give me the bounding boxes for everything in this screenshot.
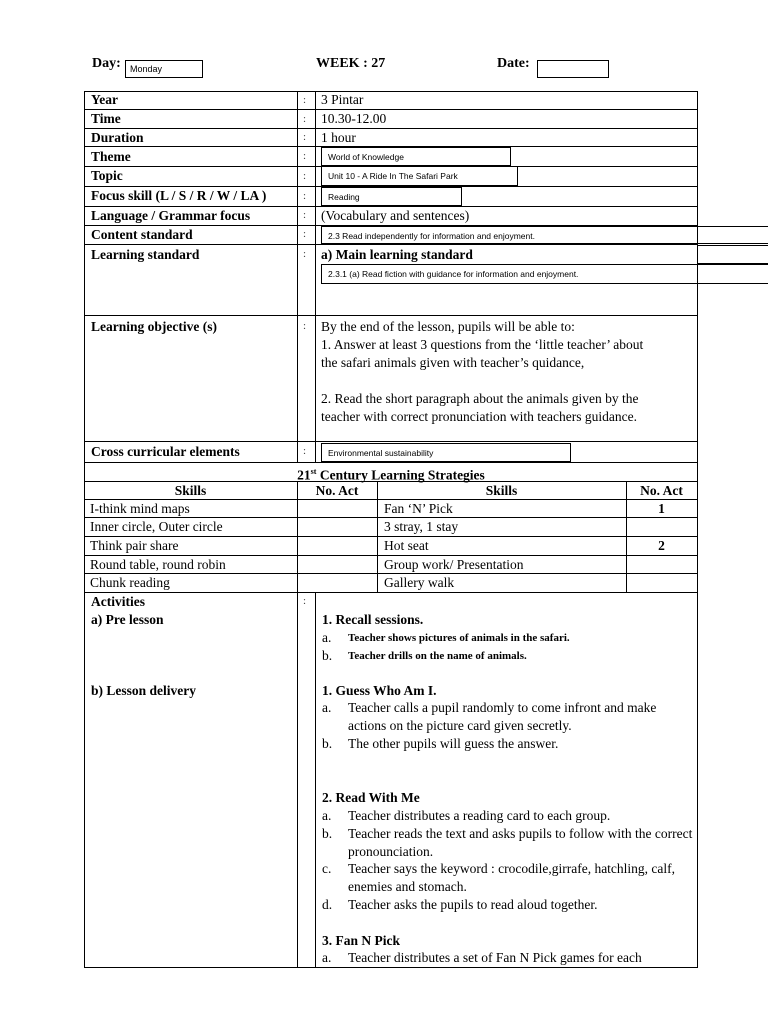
fan-n-pick-title: 3. Fan N Pick xyxy=(322,933,401,948)
item-marker: b. xyxy=(322,648,333,663)
skill-item: Gallery walk xyxy=(384,575,455,590)
colon-separator: : xyxy=(303,248,307,260)
learning-standard-extra-cell xyxy=(697,245,768,264)
activity-step: Teacher calls a pupil randomly to come infront and make actions on the picture card given secretly. xyxy=(348,700,657,733)
colon-separator: : xyxy=(303,131,307,143)
no-act-header: No. Act xyxy=(640,483,683,498)
activity-number: 1 xyxy=(658,501,665,516)
date-field[interactable] xyxy=(537,60,609,78)
item-marker: a. xyxy=(322,700,332,715)
activity-step: Teacher distributes a reading card to each group. xyxy=(348,808,611,823)
focus-skill-label: Focus skill (L / S / R / W / LA ) xyxy=(91,188,267,203)
colon-separator: : xyxy=(303,94,307,106)
theme-field[interactable]: World of Knowledge xyxy=(321,147,511,166)
item-marker: a. xyxy=(322,630,332,645)
colon-separator: : xyxy=(303,170,307,182)
colon-separator: : xyxy=(303,150,307,162)
focus-skill-field[interactable]: Reading xyxy=(321,187,462,206)
cross-curricular-field[interactable]: Environmental sustainability xyxy=(321,443,571,462)
date-label: Date: xyxy=(497,56,530,71)
activity-step: The other pupils will guess the answer. xyxy=(348,736,559,751)
skill-item: Round table, round robin xyxy=(90,557,226,572)
objective-line: 1. Answer at least 3 questions from the ‘little teacher’ about xyxy=(321,337,644,352)
item-marker: a. xyxy=(322,950,332,965)
colon-separator: : xyxy=(303,113,307,125)
day-field[interactable]: Monday xyxy=(125,60,203,78)
pre-lesson-label: a) Pre lesson xyxy=(91,612,164,627)
activity-step: Teacher asks the pupils to read aloud together. xyxy=(348,897,598,912)
colon-separator: : xyxy=(303,445,307,457)
time-value: 10.30-12.00 xyxy=(321,111,387,126)
item-marker: b. xyxy=(322,826,333,841)
language-focus-label: Language / Grammar focus xyxy=(91,208,251,223)
duration-label: Duration xyxy=(91,130,144,145)
activity-step: Teacher distributes a set of Fan N Pick games for each xyxy=(348,950,642,965)
item-marker: c. xyxy=(322,861,332,876)
language-focus-value: (Vocabulary and sentences) xyxy=(321,208,470,223)
skill-item: Hot seat xyxy=(384,538,429,553)
skill-item: Fan ‘N’ Pick xyxy=(384,501,453,516)
cross-curricular-label: Cross curricular elements xyxy=(91,444,240,459)
year-value: 3 Pintar xyxy=(321,92,364,107)
learning-standard-label: Learning standard xyxy=(91,247,200,262)
recall-title: 1. Recall sessions. xyxy=(322,612,424,627)
skills-header: Skills xyxy=(174,483,207,498)
colon-separator: : xyxy=(303,190,307,202)
learning-standard-field[interactable]: 2.3.1 (a) Read fiction with guidance for information and enjoyment. xyxy=(321,264,768,284)
skills-header: Skills xyxy=(485,483,518,498)
objective-line: 2. Read the short paragraph about the animals given by the xyxy=(321,391,639,406)
activity-number: 2 xyxy=(658,538,665,553)
learning-objective-label: Learning objective (s) xyxy=(91,319,217,334)
activity-step: Teacher drills on the name of animals. xyxy=(348,650,527,662)
item-marker: b. xyxy=(322,736,333,751)
guess-title: 1. Guess Who Am I. xyxy=(322,683,437,698)
day-label: Day: xyxy=(92,56,121,71)
lesson-delivery-label: b) Lesson delivery xyxy=(91,683,197,698)
activity-step: Teacher says the keyword : crocodile,girrafe, hatchling, calf, enemies and stomach. xyxy=(348,861,676,894)
year-label: Year xyxy=(91,92,118,107)
colon-separator: : xyxy=(303,209,307,221)
skill-item: Think pair share xyxy=(90,538,179,553)
activity-step: Teacher shows pictures of animals in the safari. xyxy=(348,632,570,644)
no-act-header: No. Act xyxy=(315,483,359,498)
activities-label: Activities xyxy=(91,594,145,609)
topic-label: Topic xyxy=(91,168,123,183)
topic-field[interactable]: Unit 10 - A Ride In The Safari Park xyxy=(321,166,518,186)
colon-separator: : xyxy=(303,228,307,240)
skill-item: Chunk reading xyxy=(90,575,170,590)
main-learning-standard-heading: a) Main learning standard xyxy=(321,247,473,262)
colon-separator: : xyxy=(303,320,307,332)
week-label: WEEK : 27 xyxy=(316,56,386,71)
skill-item: 3 stray, 1 stay xyxy=(384,519,459,534)
activity-step: Teacher reads the text and asks pupils to follow with the correct pronounciation. xyxy=(348,826,693,859)
objective-intro: By the end of the lesson, pupils will be able to: xyxy=(321,319,575,334)
skill-item: I-think mind maps xyxy=(90,501,190,516)
objective-line: teacher with correct pronunciation with teachers guidance. xyxy=(321,409,637,424)
item-marker: d. xyxy=(322,897,333,912)
colon-separator: : xyxy=(303,595,307,607)
content-standard-field[interactable]: 2.3 Read independently for information and enjoyment. xyxy=(321,226,768,244)
content-standard-label: Content standard xyxy=(91,227,193,242)
read-with-me-title: 2. Read With Me xyxy=(322,790,420,805)
duration-value: 1 hour xyxy=(321,130,356,145)
item-marker: a. xyxy=(322,808,332,823)
strategies-title: 21st Century Learning Strategies xyxy=(297,467,485,483)
skill-item: Group work/ Presentation xyxy=(384,557,524,572)
objective-line: the safari animals given with teacher’s quidance, xyxy=(321,355,585,370)
theme-label: Theme xyxy=(91,149,131,164)
skill-item: Inner circle, Outer circle xyxy=(90,519,223,534)
time-label: Time xyxy=(91,111,121,126)
